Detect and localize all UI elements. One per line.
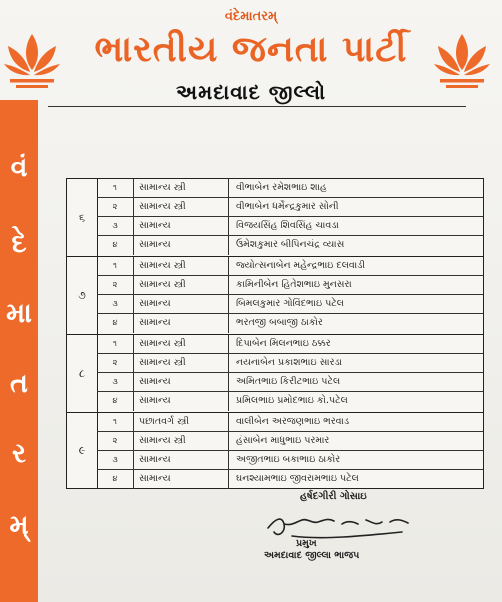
seat-category: સામાન્ય સ્ત્રી bbox=[133, 198, 229, 216]
seat-category: સામાન્ય સ્ત્રી bbox=[133, 354, 229, 372]
candidates-table bbox=[66, 178, 484, 489]
candidate-name: હંસાબેન માધુભાઇ પરમાર bbox=[236, 435, 330, 446]
seat-number: ૩ bbox=[97, 373, 134, 391]
seat-number: ૧ bbox=[97, 413, 134, 431]
seat-number: ૧ bbox=[97, 335, 134, 353]
candidate-name: કામિનીબેન હિતેશભાઇ મુનસરા bbox=[236, 279, 352, 290]
candidate-name: વીભાબેન રમેશભાઇ શાહ bbox=[236, 182, 327, 193]
seat-category: સામાન્ય સ્ત્રી bbox=[133, 257, 229, 275]
table-row bbox=[97, 413, 483, 432]
table-row bbox=[97, 236, 483, 255]
seat-number: ૨ bbox=[97, 276, 134, 294]
table-row bbox=[97, 257, 483, 276]
candidate-name: અમિતભાઇ કિરીટભાઇ પટેલ bbox=[236, 376, 341, 387]
table-row bbox=[97, 354, 483, 373]
seat-category: સામાન્ય સ્ત્રી bbox=[133, 335, 229, 353]
table-row bbox=[97, 470, 483, 489]
candidate-name: વિજયસિંહ શિવસિંહ ચાવડા bbox=[236, 220, 339, 231]
seat-number: ૩ bbox=[97, 217, 134, 235]
seat-category: સામાન્ય સ્ત્રી bbox=[133, 276, 229, 294]
signatory-organization: અમદાવાદ જીલ્લા ભાજપ bbox=[264, 550, 360, 561]
seat-category: સામાન્ય bbox=[133, 314, 229, 333]
ward-group bbox=[67, 257, 483, 335]
ward-group bbox=[67, 335, 483, 413]
side-letter: મ્ bbox=[9, 510, 29, 541]
table-row bbox=[97, 217, 483, 236]
ward-number: ૯ bbox=[67, 413, 98, 488]
seat-number: ૪ bbox=[97, 236, 134, 255]
candidate-name: અજીતભાઇ બકાભાઇ ઠાકોર bbox=[236, 454, 341, 465]
district-subtitle: અમદાવાદ જીલ્લો bbox=[175, 80, 327, 104]
table-row bbox=[97, 392, 483, 411]
seat-category: સામાન્ય bbox=[133, 236, 229, 255]
ward-number: ૬ bbox=[67, 179, 98, 256]
ward-group bbox=[67, 179, 483, 257]
side-letter: મા bbox=[6, 298, 32, 329]
candidate-name: જ્યોત્સનાબેન મહેન્દ્રભાઇ દલવાડી bbox=[236, 260, 366, 271]
side-band bbox=[0, 100, 38, 602]
candidate-name: ઉમેશકુમાર બીપિનચંદ્ર વ્યાસ bbox=[236, 239, 345, 250]
seat-number: ૪ bbox=[97, 314, 134, 333]
ward-number: ૭ bbox=[67, 257, 98, 334]
table-row bbox=[97, 373, 483, 392]
seat-category: સામાન્ય સ્ત્રી bbox=[133, 179, 229, 197]
candidate-name: વીભાબેન ધર્મેન્દ્રકુમાર સોની bbox=[236, 201, 339, 212]
motto: વંદેમાતરમ્ bbox=[224, 9, 278, 24]
seat-category: સામાન્ય bbox=[133, 470, 229, 489]
side-letter: વં bbox=[10, 152, 28, 183]
seat-number: ૩ bbox=[97, 451, 134, 469]
seat-category: સામાન્ય bbox=[133, 295, 229, 313]
table-row bbox=[97, 198, 483, 217]
table-row bbox=[97, 314, 483, 333]
seat-number: ૩ bbox=[97, 295, 134, 313]
seat-category: પછાતવર્ગ સ્ત્રી bbox=[133, 413, 229, 431]
seat-number: ૨ bbox=[97, 354, 134, 372]
side-letter: ર bbox=[12, 438, 26, 469]
table-row bbox=[97, 179, 483, 198]
signature-mark bbox=[262, 510, 422, 544]
side-letter: દે bbox=[11, 228, 27, 259]
seat-category: સામાન્ય bbox=[133, 392, 229, 411]
seat-category: સામાન્ય સ્ત્રી bbox=[133, 432, 229, 450]
table-row bbox=[97, 295, 483, 314]
candidate-name: દિપાબેન મિલનભાઇ ઠક્કર bbox=[236, 338, 331, 349]
seat-category: સામાન્ય bbox=[133, 451, 229, 469]
ward-group bbox=[67, 413, 483, 488]
header-divider bbox=[48, 106, 466, 107]
signatory-name: હર્ષદગીરી ગોસાઇ bbox=[300, 491, 367, 502]
seat-number: ૧ bbox=[97, 257, 134, 275]
seat-number: ૧ bbox=[97, 179, 134, 197]
seat-number: ૨ bbox=[97, 198, 134, 216]
table-row bbox=[97, 276, 483, 295]
candidate-name: વાલીબેન અરજણભાઇ ભરવાડ bbox=[236, 416, 350, 427]
table-row bbox=[97, 335, 483, 354]
candidate-name: ઘનશ્યામભાઇ જીવરામભાઇ પટેલ bbox=[236, 473, 359, 484]
candidate-name: નયનાબેન પ્રકાશભાઇ સારડા bbox=[236, 357, 343, 368]
seat-number: ૪ bbox=[97, 470, 134, 489]
signatory-role: પ્રમુખ bbox=[296, 538, 317, 549]
side-letter: ત bbox=[10, 368, 28, 399]
seat-number: ૪ bbox=[97, 392, 134, 411]
seat-number: ૨ bbox=[97, 432, 134, 450]
ward-number: ૮ bbox=[67, 335, 98, 412]
candidate-name: બિમલકુમાર ગોવિંદભાઇ પટેલ bbox=[236, 298, 344, 309]
seat-category: સામાન્ય bbox=[133, 217, 229, 235]
party-title: ભારતીય જનતા પાર્ટી bbox=[94, 29, 408, 70]
table-row bbox=[97, 432, 483, 451]
table-row bbox=[97, 451, 483, 470]
candidate-name: પ્રમિલભાઇ પ્રમોદભાઇ કો.પટેલ bbox=[236, 395, 348, 406]
seat-category: સામાન્ય bbox=[133, 373, 229, 391]
candidate-name: ભરતજી બબાજી ઠાકોર bbox=[236, 317, 323, 328]
